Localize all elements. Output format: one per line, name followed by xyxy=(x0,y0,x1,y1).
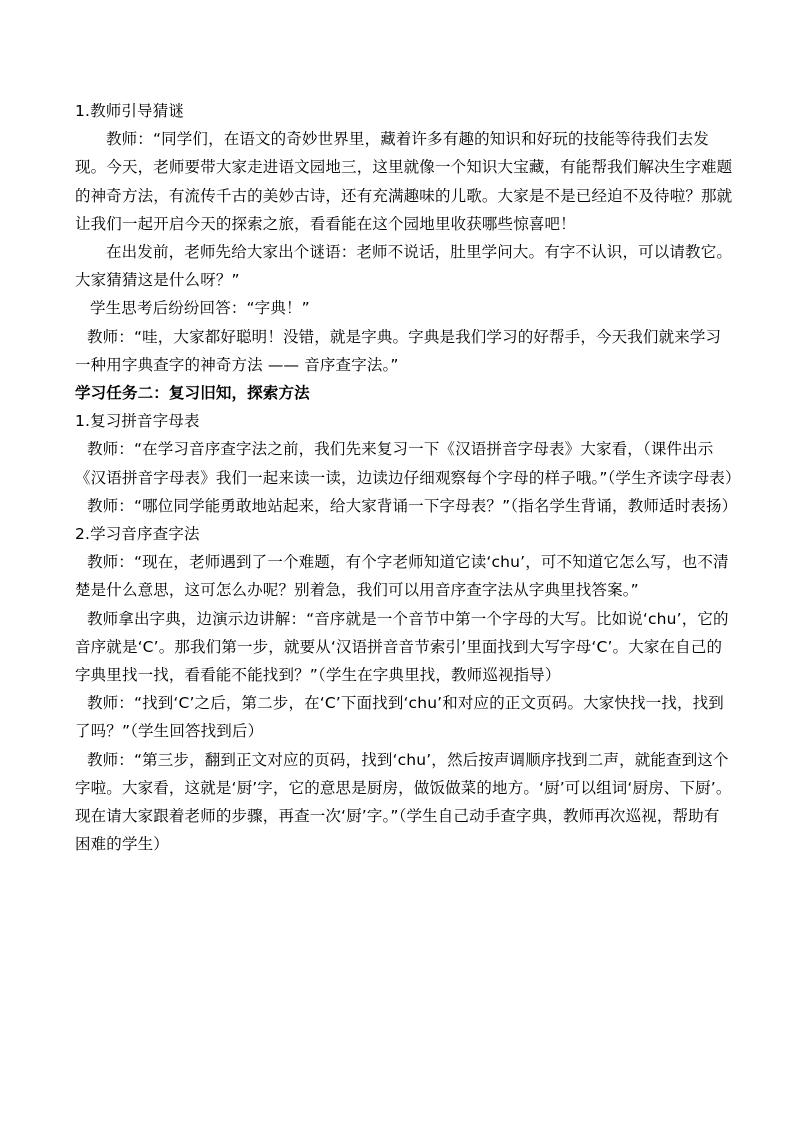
paragraph-riddle: 在出发前，老师先给大家出个谜语：老师不说话，肚里学问大。有字不认识，可以请教它。大家猜猜这是什么呀？” xyxy=(75,243,733,290)
paragraph-step-two: 教师：“找到‘C’之后，第二步，在‘C’下面找到‘chu’和对应的正文页码。大家快找一找，找到了吗？”（学生回答找到后） xyxy=(75,694,724,741)
paragraph-demo-step-one: 教师拿出字典，边演示边讲解：“音序就是一个音节中第一个字母的大写。比如说‘chu’，它的音序就是‘C’。那我们第一步，就要从‘汉语拼音音节索引’里面找到大写字母‘C’。大家在自己的字典里找一找，看看能不能找到？”（学生在字典里找，教师巡视指导） xyxy=(75,609,729,685)
paragraph-problem: 教师：“现在，老师遇到了一个难题，有个字老师知道它读‘chu’，可不知道它怎么写，也不清楚是什么意思，这可怎么办呢？别着急，我们可以用音序查字法从字典里找答案。” xyxy=(75,553,729,600)
heading-task-two: 学习任务二：复习旧知，探索方法 xyxy=(75,384,310,403)
paragraph-recite-alphabet: 教师：“哪位同学能勇敢地站起来，给大家背诵一下字母表？”（指名学生背诵，教师适时表扬） xyxy=(87,496,738,515)
heading-learn-method: 2.学习音序查字法 xyxy=(75,525,200,544)
paragraph-review-alphabet: 教师：“在学习音序查字法之前，我们先来复习一下《汉语拼音字母表》大家看，（课件出示《汉语拼音字母表》我们一起来读一读，边读边仔细观察每个字母的样子哦。”（学生齐读字母表） xyxy=(75,440,741,487)
heading-riddle: 1.教师引导猜谜 xyxy=(75,102,184,120)
paragraph-teacher-dictionary: 教师：“哇，大家都好聪明！没错，就是字典。字典是我们学习的好帮手，今天我们就来学习一种用字典查字的神奇方法 —— 音序查字法。” xyxy=(75,327,722,374)
paragraph-teacher-intro: 教师：“同学们，在语文的奇妙世界里，藏着许多有趣的知识和好玩的技能等待我们去发现。今天，老师要带大家走进语文园地三，这里就像一个知识大宝藏，有能帮我们解决生字难题的神奇方法，有流传千古的美妙古诗，还有充满趣味的儿歌。大家是不是已经迫不及待啦？那就让我们一起开启今天的探索之旅，看看能在这个园地里收获哪些惊喜吧！ xyxy=(75,130,733,233)
paragraph-step-three: 教师：“第三步，翻到正文对应的页码，找到‘chu’，然后按声调顺序找到二声，就能查到这个字啦。大家看，这就是‘厨’字，它的意思是厨房，做饭做菜的地方。‘厨’可以组词‘厨房、下厨’。现在请大家跟着老师的步骤，再查一次‘厨’字。”（学生自己动手查字典，教师再次巡视，帮助有困难的学生） xyxy=(75,750,732,854)
heading-review-alphabet: 1.复习拼音字母表 xyxy=(75,412,200,431)
paragraph-student-answer: 学生思考后纷纷回答：“字典！” xyxy=(90,299,310,318)
